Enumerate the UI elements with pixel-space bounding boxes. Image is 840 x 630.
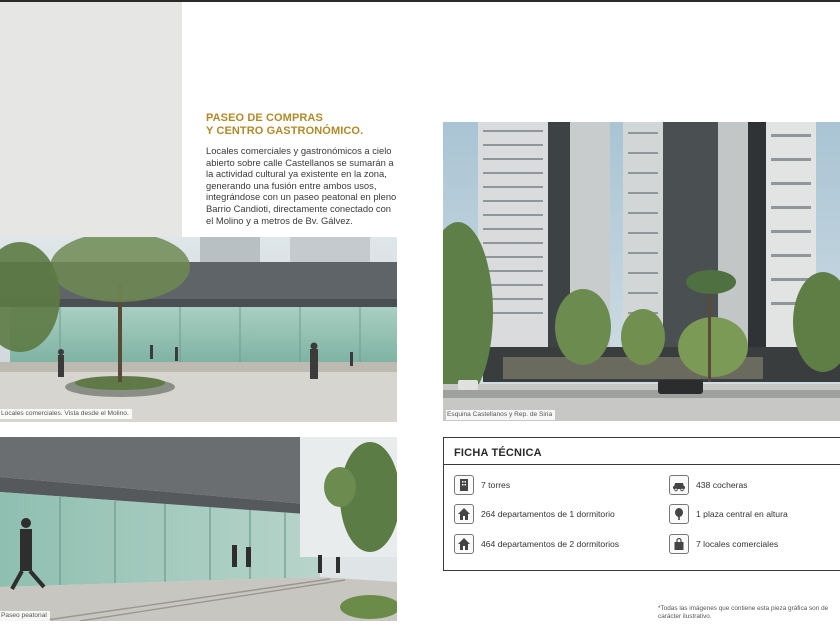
- plaza-render-image: [0, 237, 397, 422]
- plaza-caption: Locales comerciales. Vista desde el Molino.: [0, 409, 132, 419]
- tree-icon: [669, 504, 689, 524]
- house-icon: [454, 504, 474, 524]
- towers-caption: Esquina Castellanos y Rep. de Siria: [446, 410, 555, 420]
- spec-item-label: 7 torres: [481, 480, 511, 490]
- spec-item-parking: [669, 475, 748, 495]
- spec-item-label: 464 departamentos de 2 dormitorios: [481, 539, 620, 549]
- grey-panel: [0, 2, 182, 238]
- spec-item-1-bedroom: [454, 504, 615, 524]
- spec-item-towers: [454, 475, 510, 495]
- spec-item-label: 264 departamentos de 1 dormitorio: [481, 509, 615, 519]
- shopping-bag-icon: [669, 534, 689, 554]
- walk-caption: Paseo peatonal: [0, 611, 50, 621]
- car-icon: [669, 475, 689, 495]
- house-icon: [454, 534, 474, 554]
- disclaimer-footnote: *Todas las imágenes que contiene esta pieza gráfica son de carácter ilustrativo.: [658, 605, 829, 620]
- technical-sheet-divider: [444, 464, 840, 465]
- section-body: Locales comerciales y gastronómicos a cielo abierto sobre calle Castellanos se sumarán a la actividad cultural ya existente en la zona, generando una fusión entre ambos usos, integrándose con un paseo peatonal en pleno Barrio Candioti, directamente conectado con el Molino y a metros de Bv. Gálvez.: [206, 145, 397, 226]
- spec-item-label: 7 locales comerciales: [696, 539, 779, 549]
- heading-line-2: Y CENTRO GASTRONÓMICO.: [206, 124, 364, 137]
- tower-icon: [454, 475, 474, 495]
- spec-item-shops: [669, 534, 778, 554]
- spec-item-label: 1 plaza central en altura: [696, 509, 788, 519]
- section-heading: [206, 112, 406, 137]
- technical-sheet: [443, 437, 840, 571]
- technical-sheet-title: FICHA TÉCNICA: [454, 447, 542, 459]
- spec-item-label: 438 cocheras: [696, 480, 748, 490]
- heading-line-1: PASEO DE COMPRAS: [206, 112, 323, 124]
- walk-render-image: [0, 437, 397, 621]
- towers-render-image: [443, 122, 840, 421]
- spec-item-2-bedroom: [454, 534, 619, 554]
- spec-item-plaza: [669, 504, 788, 524]
